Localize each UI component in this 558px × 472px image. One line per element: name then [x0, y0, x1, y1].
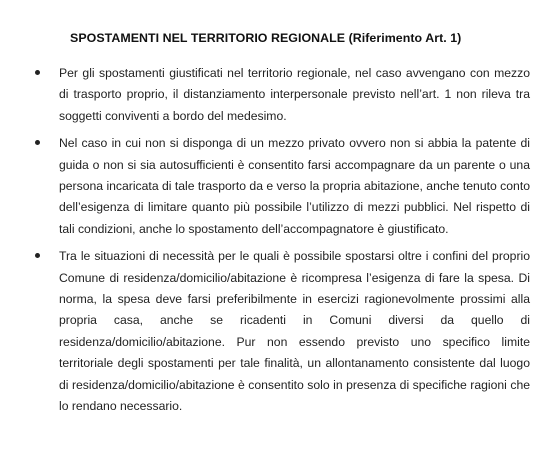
list-item-text: Per gli spostamenti giustificati nel territorio regionale, nel caso avvengano con mezzo di trasporto proprio, il distanziamento interpersonale previsto nell’art. 1 non rileva tra soggetti conviventi a bordo del medesimo.: [59, 66, 530, 123]
bullet-list: [0, 63, 558, 424]
bullet-icon: [35, 70, 40, 75]
list-item-text: Tra le situazioni di necessità per le quali è possibile spostarsi oltre i confini del proprio Comune di residenza/domicilio/abitazione è ricompresa l’esigenza di fare la spesa. Di norma, la spesa deve farsi preferibilmente in esercizi ragionevolmente prossimi alla propria casa, anche se ricadenti in Comuni diversi da quello di residenza/domicilio/abitazione. Pur non essendo previsto uno specifico limite territoriale degli spostamenti per tale finalità, un allontanamento consistente dal luogo di residenza/domicilio/abitazione è consentito solo in presenza di specifiche ragioni che lo rendano necessario.: [59, 249, 530, 414]
list-item: [0, 133, 558, 240]
list-item-text: Nel caso in cui non si disponga di un mezzo privato ovvero non si abbia la patente di guida o non si sia autosufficienti è consentito farsi accompagnare da un parente o una persona incaricata di tale trasporto da e verso la propria abitazione, anche tenuto conto dell’esigenza di limitare quanto più possibile l’utilizzo di mezzi pubblici. Nel rispetto di tali condizioni, anche lo spostamento dell’accompagnatore è giustificato.: [59, 136, 530, 236]
list-item: [0, 63, 558, 127]
bullet-icon: [35, 253, 40, 258]
list-item: [0, 246, 558, 417]
bullet-icon: [35, 140, 40, 145]
section-title: SPOSTAMENTI NEL TERRITORIO REGIONALE (Riferimento Art. 1): [70, 31, 462, 45]
